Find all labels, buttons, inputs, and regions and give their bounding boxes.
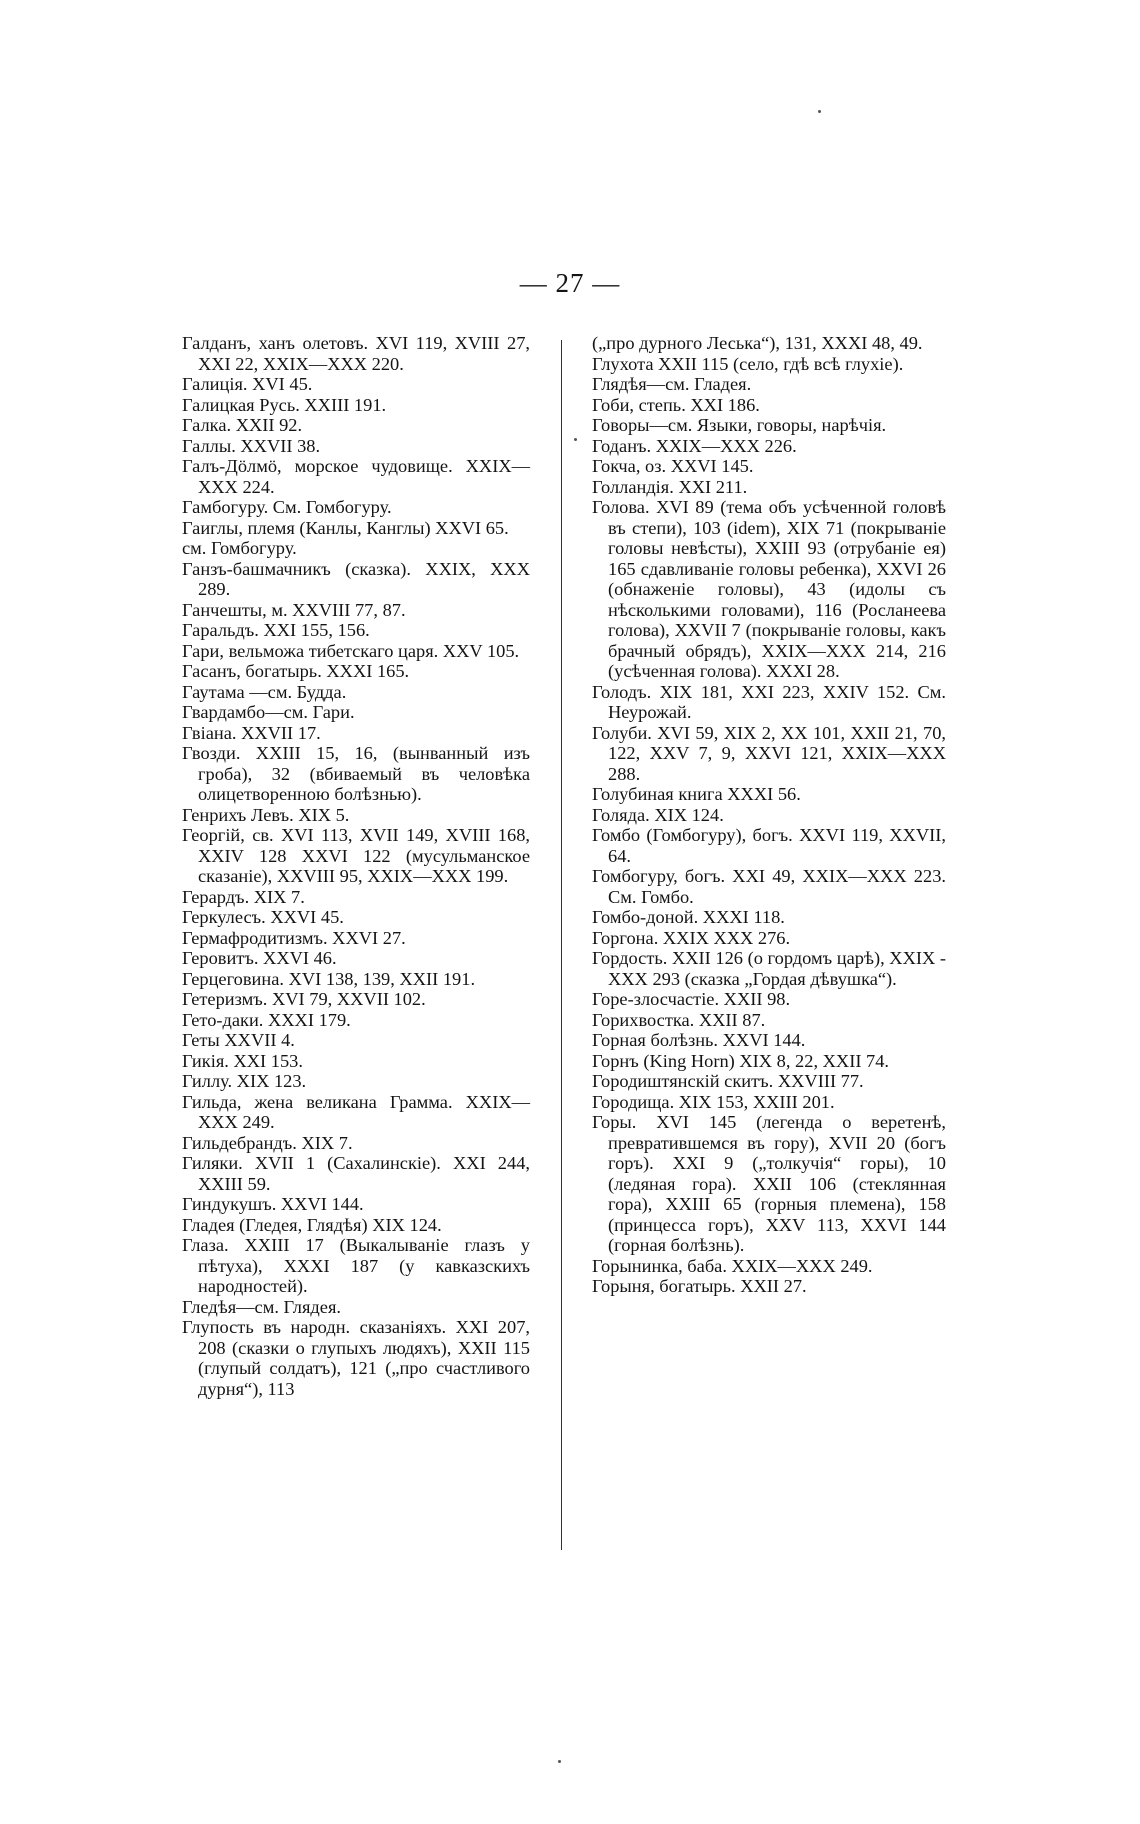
index-entry: Горе-злосчастіе. XXII 98.: [592, 989, 791, 1009]
index-entry: Горная болѣзнь. XXVI 144.: [592, 1030, 806, 1050]
page-number: — 27 —: [519, 268, 621, 298]
index-entry: Генрихъ Левъ. XIX 5.: [182, 804, 350, 825]
index-entry: Гаральдъ. XXI 155, 156.: [182, 620, 370, 640]
index-entry: Гладея (Гледея, Глядѣя) XIX 124.: [182, 1214, 442, 1235]
index-entry: Гикія. XXI 153.: [182, 1050, 303, 1071]
print-speck: [818, 110, 821, 113]
index-entry: Геркулесъ. XXVI 45.: [182, 907, 344, 927]
index-entry: Гильдебрандъ. XIX 7.: [182, 1132, 353, 1153]
index-entry: Гомбо-доной. XXXI 118.: [592, 907, 785, 927]
index-entry: Ганзъ-башмачникъ (сказка). XXIX, XXX 289.: [182, 558, 530, 599]
index-entry: Голодъ. XIX 181, XXI 223, XXIV 152. См. Неурожай.: [592, 681, 946, 722]
index-entry: Геты XXVII 4.: [182, 1030, 295, 1050]
index-entry: Горнъ (King Horn) XIX 8, 22, XXII 74.: [592, 1050, 890, 1071]
index-entry: Глядѣя—см. Гладея.: [592, 374, 752, 394]
index-entry: Горгона. XXIX XXX 276.: [592, 927, 791, 948]
index-entry: Глаза. XXIII 17 (Выкалываніе глазъ у пѣтуха), XXXI 187 (у кавказскихъ народностей).: [182, 1235, 530, 1296]
index-entry: Гокча, оз. XXVI 145.: [592, 456, 754, 476]
index-entry: Голова. XVI 89 (тема объ усѣченной головѣ въ степи), 103 (idem), XIX 71 (покрываніе головы невѣсты), XXIII 93 (отрубаніе ея) 165 сдавливаніе головы ребенка), XXVI 26 (обнаженіе головы), 43 (идолы съ нѣсколькими головами), 116 (Рослaнеева голова), XXVII 7 (покрываніе головы, какъ брачный обрядъ), XXIX—XXX 214, 216 (усѣченная голова). XXXI 28.: [592, 497, 946, 681]
index-entry: Гамбогуру. См. Гомбогуру.: [182, 497, 392, 517]
index-entry: Гордость. XXII 126 (о гордомъ царѣ), XXIX - XXX 293 (сказка „Гордая дѣвушка“).: [592, 948, 946, 989]
index-entry: Гвозди. XXIII 15, 16, (вынванный изъ гроба), 32 (вбиваемый въ человѣка олицетворенною болѣзнью).: [182, 743, 530, 804]
index-entry: Голуби. XVI 59, XIX 2, XX 101, XXII 21, 70, 122, XXV 7, 9, XXVI 121, XXIX—XXX 288.: [592, 722, 946, 784]
index-entry: Герардъ. XIX 7.: [182, 886, 305, 907]
index-entry: Городища. XIX 153, XXIII 201.: [592, 1091, 835, 1112]
index-entry: см. Гомбогуру.: [182, 538, 297, 558]
index-entry: Гомбо (Гомбогуру), богъ. XXVI 119, XXVII, 64.: [592, 825, 946, 866]
print-speck: [558, 1760, 561, 1763]
index-entry: Геровитъ. XXVI 46.: [182, 948, 337, 968]
index-entry: Гледѣя—см. Глядея.: [182, 1296, 341, 1317]
index-entry: Горынинка, баба. XXIX—XXX 249.: [592, 1255, 873, 1276]
index-entry: Городиштянскій скитъ. XXVIII 77.: [592, 1071, 864, 1091]
index-entry: Ганчешты, м. XXVIII 77, 87.: [182, 599, 406, 620]
column-divider: [561, 340, 562, 1550]
index-entry: Гаутама —см. Будда.: [182, 681, 347, 702]
index-entry: Гвiана. XXVII 17.: [182, 722, 321, 743]
index-entry: Герцеговина. XVI 138, 139, XXII 191.: [182, 968, 476, 989]
index-entry: Глухота XXII 115 (село, гдѣ всѣ глухіе).: [592, 353, 904, 374]
index-entry: Галданъ, ханъ олетовъ. XVI 119, XVIII 27, XXI 22, XXIX—XXX 220.: [182, 333, 530, 374]
index-entry: Гильда, жена великана Грамма. XXIX—XXX 249.: [182, 1091, 530, 1132]
index-entry: Гоби, степь. XXI 186.: [592, 394, 760, 415]
index-entry: Горыня, богатырь. XXII 27.: [592, 1276, 807, 1296]
index-entry: Голландія. XXI 211.: [592, 476, 748, 497]
index-entry: Гасанъ, богатырь. XXXI 165.: [182, 661, 410, 681]
index-entry: Галицкая Русь. XXIII 191.: [182, 394, 387, 415]
index-entry: Гари, вельможа тибетскаго царя. XXV 105.: [182, 640, 520, 661]
index-entry: Гето-даки. XXXI 179.: [182, 1009, 351, 1030]
index-entry: Гиллу. XIX 123.: [182, 1071, 307, 1091]
index-entry: Гаиглы, племя (Канлы, Канглы) XXVI 65.: [182, 517, 509, 538]
index-entry: Голяда. XIX 124.: [592, 804, 724, 825]
index-entry: Гетеризмъ. XVI 79, XXVII 102.: [182, 989, 426, 1009]
index-entry: Голубиная книга XXXI 56.: [592, 784, 801, 804]
index-column-right: [592, 333, 946, 1297]
index-entry: Галка. XXII 92.: [182, 415, 303, 435]
index-entry: („про дурного Леська“), 131, XXXI 48, 49.: [592, 333, 923, 353]
index-entry: Говоры—см. Языки, говоры, нарѣчія.: [592, 415, 887, 435]
index-entry: Гиляки. XVII 1 (Сахалинскіе). XXI 244, XXIII 59.: [182, 1153, 530, 1194]
print-speck: [574, 438, 577, 441]
index-entry: Галъ-Дöлмö, морское чудовище. XXIX—XXX 224.: [182, 456, 530, 497]
index-entry: Гермафродитизмъ. XXVI 27.: [182, 927, 406, 948]
index-entry: Горы. XVI 145 (легенда о веретенѣ, превратившемся въ гору), XVII 20 (богъ горъ). XXI 9 („толкучія“ горы), 10 (ледяная гора). XXII 106 (стеклянная гора), XXIII 65 (горныя племена), 158 (принцесса горъ), XXV 113, XXVI 144 (горная болѣзнь).: [592, 1112, 946, 1255]
index-entry: Гомбогуру, богъ. XXI 49, XXIX—XXX 223. См. Гомбо.: [592, 866, 946, 907]
index-column-left: [182, 333, 530, 1399]
index-entry: Георгій, св. XVI 113, XVII 149, XVIII 168, XXIV 128 XXVI 122 (мусульманское сказаніе), XXVIII 95, XXIX—XXX 199.: [182, 825, 530, 886]
index-entry: Гиндукушъ. XXVI 144.: [182, 1194, 364, 1214]
index-entry: Горихвостка. XXII 87.: [592, 1009, 766, 1030]
index-entry: Галиція. XVI 45.: [182, 374, 313, 394]
index-entry: Глупость въ народн. сказаніяхъ. XXI 207, 208 (сказки о глупыхъ людяхъ), XXII 115 (глупый солдатъ), 121 („про счастливого дурня“), 113: [182, 1317, 530, 1399]
index-entry: Гвардамбо—см. Гари.: [182, 702, 355, 722]
index-entry: Годанъ. XXIX—XXX 226.: [592, 435, 797, 456]
index-entry: Галлы. XXVII 38.: [182, 435, 321, 456]
